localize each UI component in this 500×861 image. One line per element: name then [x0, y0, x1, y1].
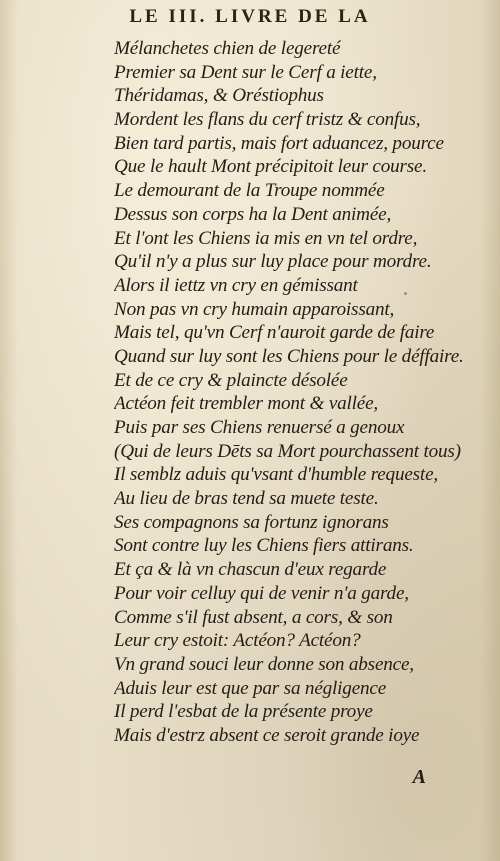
verse-line: Vn grand souci leur donne son absence,	[114, 653, 414, 675]
verse-line: Sont contre luy les Chiens fiers attirans.	[114, 535, 414, 557]
verse-line: Non pas vn cry humain apparoissant,	[114, 298, 395, 320]
verse-line: Théridamas, & Oréstiophus	[114, 85, 324, 107]
verse-line: Mais d'estrz absent ce seroit grande ioye	[114, 724, 420, 746]
verse-line: Le demourant de la Troupe nommée	[114, 180, 385, 202]
catchword: A	[412, 766, 426, 788]
verse-line: Au lieu de bras tend sa muete teste.	[114, 488, 379, 510]
verse-line: Comme s'il fust absent, a cors, & son	[114, 606, 393, 628]
verse-line: Pour voir celluy qui de venir n'a garde,	[114, 582, 409, 604]
verse-line: Mais tel, qu'vn Cerf n'auroit garde de faire	[114, 322, 435, 344]
verse-line: Et l'ont les Chiens ia mis en vn tel ordre,	[114, 227, 418, 249]
verse-line: Mordent les flans du cerf tristz & confus,	[114, 109, 421, 131]
verse-line: Ses compagnons sa fortunz ignorans	[114, 511, 389, 533]
verse-line: Il perd l'esbat de la présente proye	[114, 701, 373, 723]
verse-line: Leur cry estoit: Actéon? Actéon?	[114, 630, 361, 652]
verse-line: Bien tard partis, mais fort aduancez, pource	[114, 132, 444, 154]
verse-line: Il semblz aduis qu'vsant d'humble requeste,	[114, 464, 438, 486]
verse-line: Puis par ses Chiens renuersé a genoux	[114, 417, 405, 438]
verse-line: Que le hault Mont précipitoit leur course.	[114, 156, 427, 178]
verse-line: Alors il iettz vn cry en gémissant	[114, 274, 358, 296]
verse-line: Dessus son corps ha la Dent animée,	[114, 203, 392, 225]
verse-line: Qu'il n'y a plus sur luy place pour mordre.	[114, 251, 432, 273]
verse-block	[114, 37, 480, 748]
paper-speck	[404, 292, 407, 295]
verse-line: Actéon feit trembler mont & vallée,	[114, 393, 379, 415]
verse-line: Et de ce cry & plaincte désolée	[114, 369, 348, 391]
verse-line: Aduis leur est que par sa négligence	[114, 677, 387, 699]
verse-line: (Qui de leurs Dēts sa Mort pourchassent tous)	[114, 440, 461, 462]
verse-line: Mélanchetes chien de legereté	[114, 38, 341, 59]
verse-line: Quand sur luy sont les Chiens pour le déffaire.	[114, 345, 464, 367]
verse-line: Premier sa Dent sur le Cerf a iette,	[114, 61, 377, 83]
running-title: LE III. LIVRE DE LA	[129, 6, 371, 27]
paper-speck	[300, 735, 302, 737]
verse-line: Et ça & là vn chascun d'eux regarde	[114, 559, 387, 581]
